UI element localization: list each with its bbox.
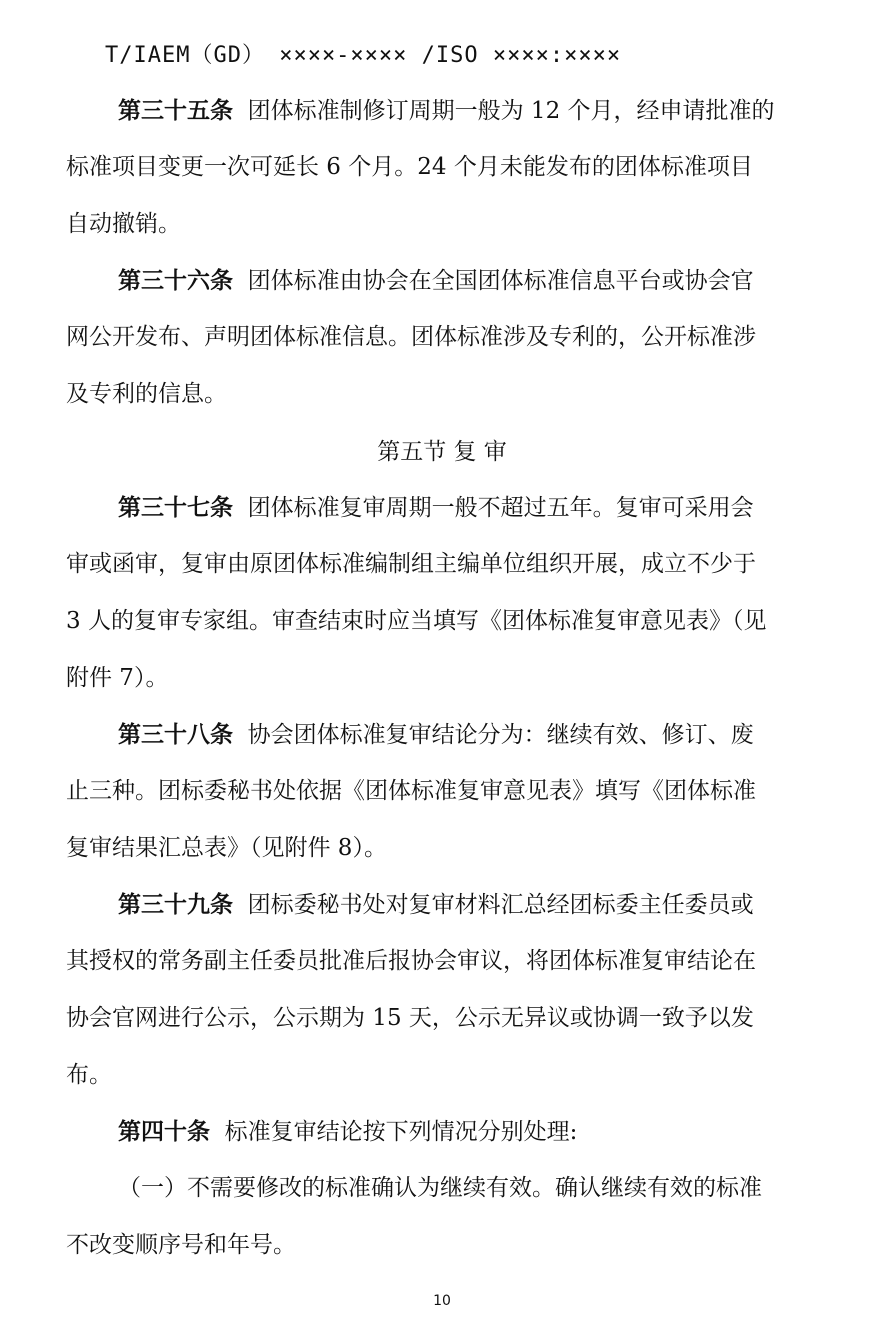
article-40: 第四十条 标准复审结论按下列情况分别处理: [118,1118,578,1145]
article-label: 第三十八条 [118,721,233,748]
article-label: 第三十六条 [118,267,233,294]
standard-number-header: T/IAEM（GD） ××××-×××× /ISO ××××:×××× [105,43,622,68]
article-36: 第三十六条 团体标准由协会在全国团体标准信息平台或协会官 网公开发布、声明团体标准信息。团体标准涉及专利的，公开标准涉 及专利的信息。 [66,267,756,407]
article-label: 第三十九条 [118,891,233,918]
article-label: 第四十条 [118,1118,210,1145]
item-one: （一）不需要修改的标准确认为继续有效。确认继续有效的标准 不改变顺序号和年号。 [66,1175,762,1258]
section-title: 第五节 复 审 [377,439,507,465]
article-38: 第三十八条 协会团体标准复审结论分为：继续有效、修订、废 止三种。团标委秘书处依据《团体标准复审意见表》填写《团体标准 复审结果汇总表》（见附件 8）。 [66,721,756,861]
article-39: 第三十九条 团标委秘书处对复审材料汇总经团标委主任委员或 其授权的常务副主任委员批准后报协会审议，将团体标准复审结论在 协会官网进行公示，公示期为 15 天，公示无异议或协调一致予以发 布。 [66,891,756,1088]
article-label: 第三十五条 [118,97,233,124]
article-label: 第三十七条 [118,494,233,521]
article-37: 第三十七条 团体标准复审周期一般不超过五年。复审可采用会 审或函审，复审由原团体标准编制组主编单位组织开展，成立不少于 3 人的复审专家组。审查结束时应当填写《团体标准复审意见表》（见 附件 7）。 [66,494,767,691]
article-35: 第三十五条 团体标准制修订周期一般为 12 个月，经申请批准的 标准项目变更一次可延长 6 个月。24 个月未能发布的团体标准项目 自动撤销。 [66,97,775,237]
page-number: 10 [433,1293,451,1309]
